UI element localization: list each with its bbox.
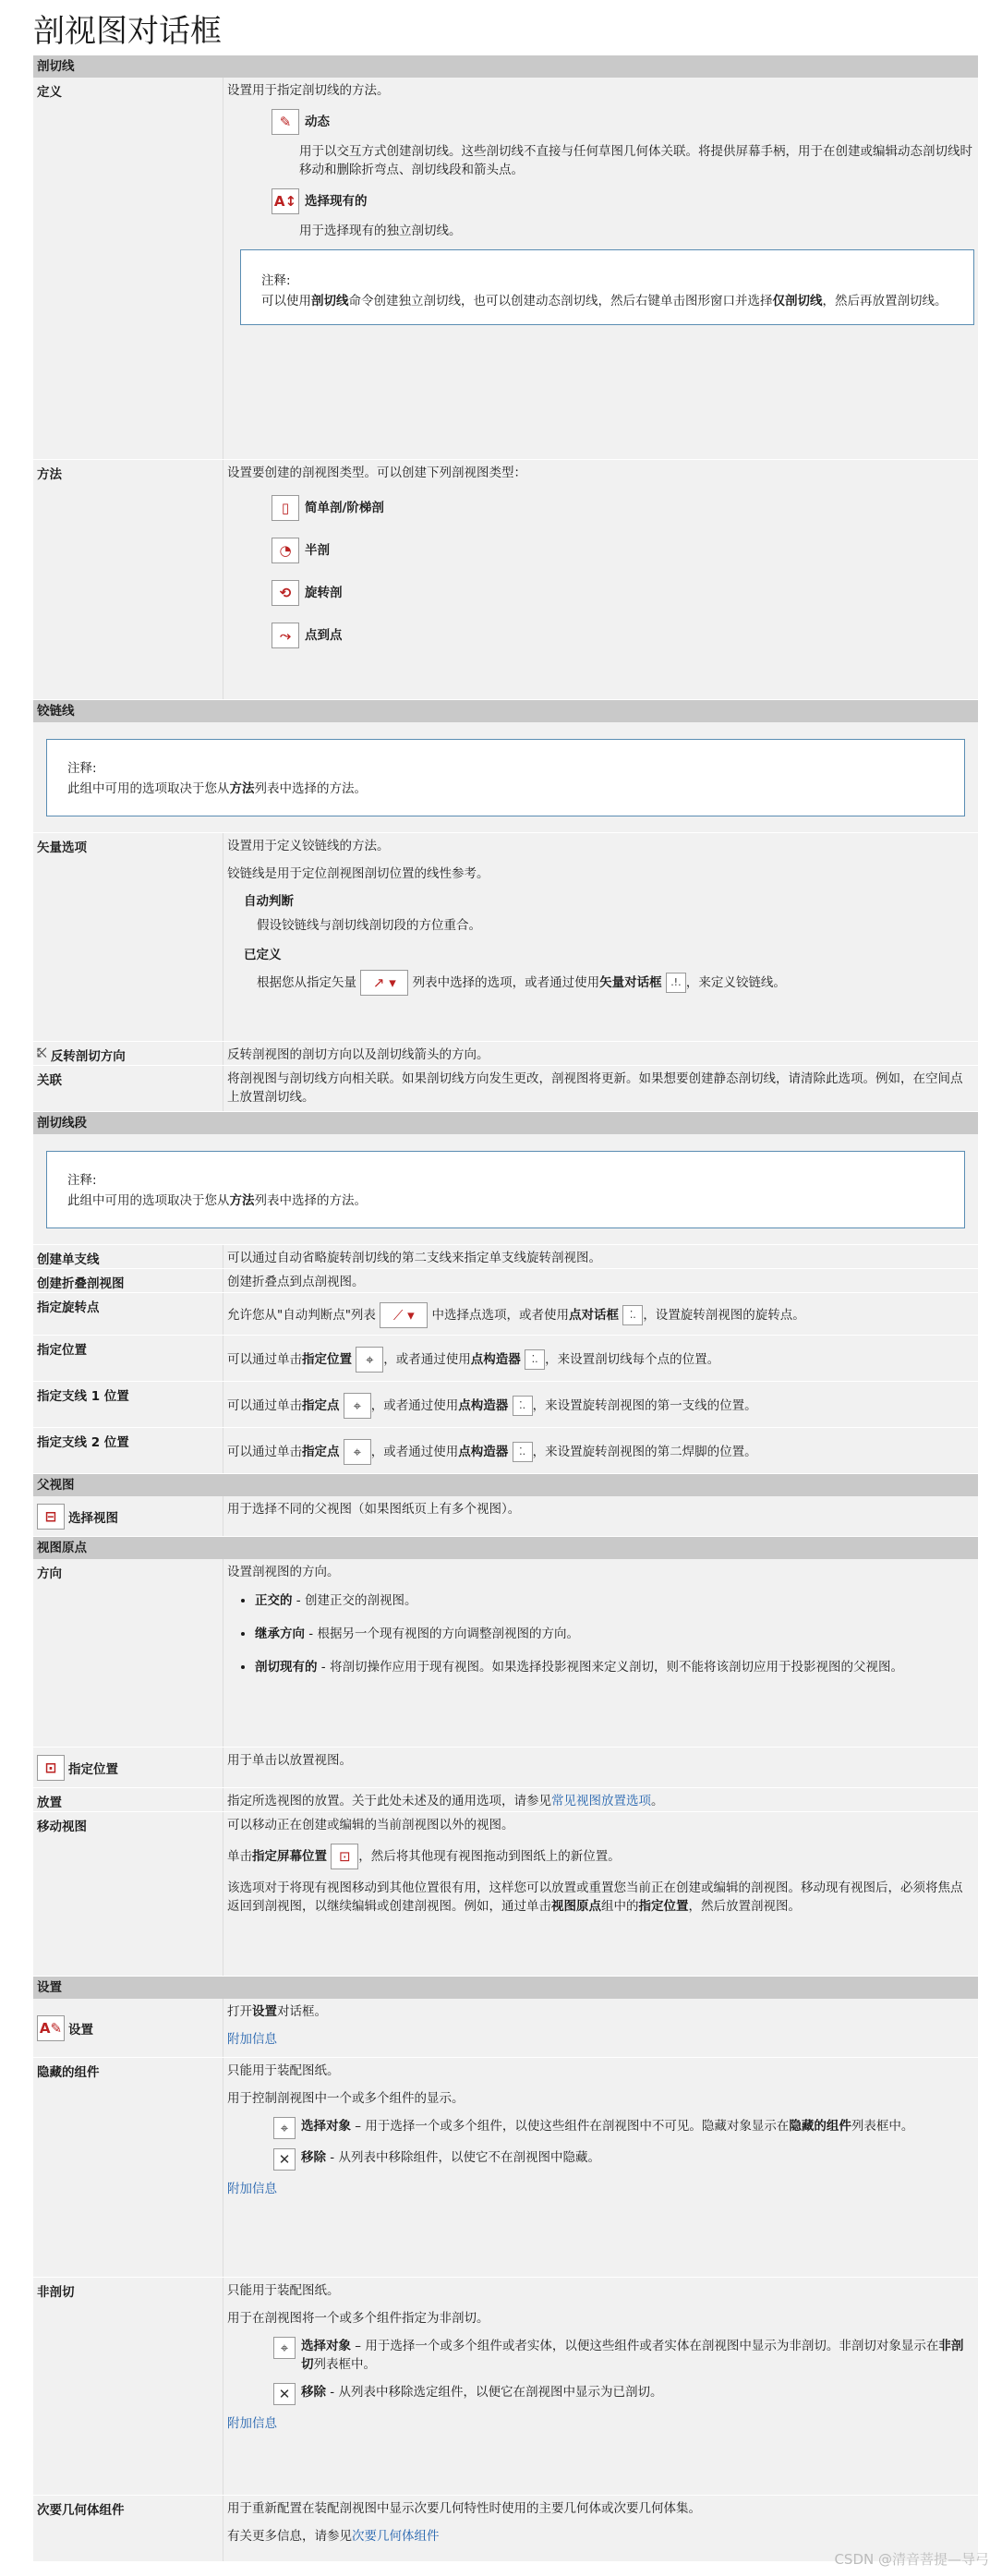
crosshair-icon[interactable]: ⌖ [344,1393,371,1419]
settings-icon: A✎ [37,2015,65,2041]
specify-location-label: 指定位置 [33,1336,223,1381]
leg2-label: 指定支线 2 位置 [33,1428,223,1473]
hinge-note: 注释: 此组中可用的选项取决于您从方法列表中选择的方法。 [46,739,965,816]
method-value: 设置要创建的剖视图类型。可以创建下列剖视图类型： ▯ 简单剖/阶梯剖 ◔ 半剖 ⟲ 旋转剖 ⤳ 点到点 [223,460,978,699]
method-point-to-point[interactable]: ⤳ 点到点 [272,623,974,648]
section-parent: 父视图 [33,1474,978,1496]
dynamic-desc: 用于以交互方式创建剖切线。这些剖切线不直接与任何草图几何体关联。将提供屏幕手柄，用于在创建或编辑动态剖切线时移动和删除折弯点、剖切线段和箭头点。 [299,144,972,177]
point-constructor-icon[interactable]: ⁚. [513,1396,533,1416]
simple-section-icon: ▯ [272,495,299,521]
definition-label: 定义 [33,78,223,459]
screen-position-icon[interactable]: ⊡ [331,1844,358,1869]
watermark: CSDN @清音菩提—导弓 [834,2551,989,2568]
dynamic-option[interactable]: ✎ 动态 [272,109,974,135]
more-info-link[interactable]: 附加信息 [227,2416,277,2431]
rotation-point-label: 指定旋转点 [33,1293,223,1335]
method-revolved[interactable]: ⟲ 旋转剖 [272,580,974,606]
section-hinge: 铰链线 [33,700,978,722]
select-existing-option[interactable]: A↕ 选择现有的 [272,188,974,214]
more-info-link[interactable]: 附加信息 [227,2182,277,2196]
crosshair-icon[interactable]: ⌖ [344,1439,371,1465]
secondary-geometry-link[interactable]: 次要几何体组件 [352,2529,440,2544]
leg1-label: 指定支线 1 位置 [33,1382,223,1427]
reverse-direction-label[interactable]: ⤪ 反转剖切方向 [33,1042,223,1065]
vector-dialog-icon[interactable]: .!. [666,973,686,993]
point-constructor-icon[interactable]: ⁚. [525,1349,545,1370]
revolved-section-icon: ⟲ [272,580,299,606]
half-section-icon: ◔ [272,538,299,563]
select-view-icon: ⊟ [37,1504,65,1530]
specify-vector-icon[interactable]: ↗ ▾ [360,970,408,996]
method-simple[interactable]: ▯ 简单剖/阶梯剖 [272,495,974,521]
remove-icon[interactable]: ✕ [273,2148,296,2171]
dynamic-icon: ✎ [272,109,299,135]
associative-label: 关联 [33,1066,223,1111]
point-dialog-icon[interactable]: ⁚. [622,1305,643,1325]
settings-label[interactable]: A✎ 设置 [33,1999,223,2057]
segment-note: 注释: 此组中可用的选项取决于您从方法列表中选择的方法。 [46,1151,965,1228]
point-to-point-icon: ⤳ [272,623,299,648]
reverse-icon: ⤪ [37,1046,47,1060]
select-existing-icon: A↕ [272,188,299,214]
inferred-point-icon[interactable]: ⟋ ▾ [380,1302,428,1328]
page-title: 剖视图对话框 [33,13,222,50]
select-object-icon[interactable]: ⌖ [273,2337,296,2359]
remove-icon[interactable]: ✕ [273,2383,296,2405]
section-settings: 设置 [33,1977,978,1999]
more-info-link[interactable]: 附加信息 [227,2032,277,2047]
place-view-icon: ⊡ [37,1755,65,1781]
method-label: 方法 [33,460,223,699]
section-segment: 剖切线段 [33,1112,978,1134]
section-origin: 视图原点 [33,1537,978,1559]
point-constructor-icon[interactable]: ⁚. [513,1442,533,1462]
method-half[interactable]: ◔ 半剖 [272,538,974,563]
select-view-label[interactable]: ⊟ 选择视图 [33,1496,223,1536]
definition-value: 设置用于指定剖切线的方法。 ✎ 动态 用于以交互方式创建剖切线。这些剖切线不直接与任何草图几何体关联。将提供屏幕手柄，用于在创建或编辑动态剖切线时移动和删除折弯点、剖切线段和箭头点。 A↕ 选择现有的 用于选择现有的独立剖切线。 注释: 可以使用剖切线命令创建独立剖切线，也可以创建动态剖切线，然后右键单击图形窗口并选择仅剖切线，然后再放置剖切线。 [223,78,978,459]
vector-option-label: 矢量选项 [33,833,223,1041]
note-box: 注释: 可以使用剖切线命令创建独立剖切线，也可以创建动态剖切线，然后右键单击图形窗口并选择仅剖切线，然后再放置剖切线。 [240,249,974,325]
section-cutline: 剖切线 [33,55,978,78]
crosshair-icon[interactable]: ⌖ [356,1347,383,1373]
origin-location-label[interactable]: ⊡ 指定位置 [33,1748,223,1787]
select-object-icon[interactable]: ⌖ [273,2117,296,2139]
placement-link[interactable]: 常见视图放置选项 [551,1794,651,1808]
